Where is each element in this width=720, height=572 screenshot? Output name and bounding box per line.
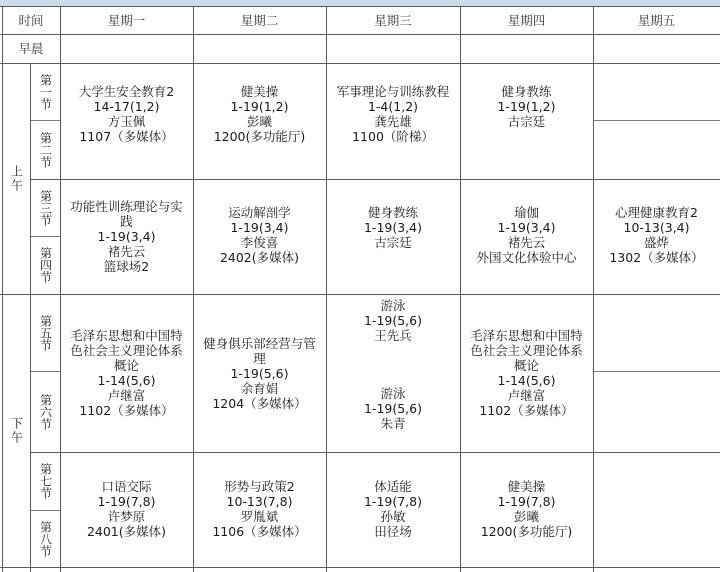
course-name: 健身俱乐部经营与管 (203, 336, 316, 351)
course-weeks: 1-19(1,2) (497, 99, 556, 114)
course-teacher: 褚先云 (507, 235, 546, 250)
am-label (2, 63, 30, 294)
grid-line (593, 120, 720, 121)
course-weeks: 1-19(3,4) (230, 220, 289, 235)
course-name-cont: 色社会主义理论体系 (470, 343, 583, 358)
course-teacher: 许梦原 (107, 509, 146, 524)
course-teacher: 罗胤斌 (240, 509, 279, 524)
course-name: 形势与政策2 (224, 479, 295, 494)
course-name: 体适能 (374, 479, 412, 494)
course-name: 大学生安全教育2 (78, 84, 175, 99)
course-cell[interactable] (326, 298, 460, 343)
course-weeks: 1-19(7,8) (497, 494, 556, 509)
period-text: 第六节 (38, 393, 53, 430)
course-room: 1102（多媒体） (479, 403, 574, 418)
period-label-1 (30, 63, 60, 120)
period-label-7 (30, 452, 60, 510)
course-cell[interactable] (593, 205, 720, 265)
period-label-6 (30, 371, 60, 452)
day-header-mon: 星期一 (107, 12, 146, 28)
course-teacher: 古宗廷 (374, 235, 412, 250)
course-teacher: 王先兵 (374, 328, 412, 343)
course-cell[interactable] (460, 328, 593, 418)
course-room: 1302（多媒体） (609, 250, 704, 265)
course-weeks: 1-19(3,4) (497, 220, 556, 235)
course-cell[interactable] (60, 199, 193, 274)
period-label-2 (30, 120, 60, 179)
course-weeks: 10-13(3,4) (623, 220, 690, 235)
course-name-cont: 概论 (513, 358, 539, 373)
grid-line (30, 452, 720, 453)
course-cell[interactable] (60, 328, 193, 418)
period-label-4 (30, 236, 60, 294)
course-name-cont: 色社会主义理论体系 (70, 343, 183, 358)
course-cell[interactable] (460, 479, 593, 539)
course-name-cont: 践 (120, 214, 133, 229)
course-weeks: 1-19(3,4) (363, 220, 422, 235)
course-cell[interactable] (60, 479, 193, 539)
period-text: 第七节 (38, 463, 53, 499)
course-weeks: 1-14(5,6) (97, 373, 156, 388)
course-cell[interactable] (460, 84, 593, 129)
day-header-tue: 星期二 (240, 12, 279, 28)
course-room: 2402(多媒体) (219, 250, 300, 265)
course-room: 2401(多媒体) (86, 524, 167, 539)
course-room: 篮球场2 (103, 259, 150, 274)
course-name-cont: 概论 (113, 358, 139, 373)
course-cell[interactable] (326, 386, 460, 431)
grid-line (593, 371, 720, 372)
course-room: 1200(多功能厅) (213, 129, 306, 144)
period-label-8 (30, 510, 60, 567)
course-name: 健身教练 (501, 84, 552, 99)
course-teacher: 龚先雄 (374, 114, 412, 129)
course-cell[interactable] (193, 336, 326, 411)
course-teacher: 彭曦 (513, 509, 539, 524)
course-weeks: 14-17(1,2) (93, 99, 160, 114)
course-room: 1107（多媒体） (79, 129, 174, 144)
course-room: 外国文化体验中心 (476, 250, 577, 265)
course-cell[interactable] (60, 84, 193, 144)
course-name: 运动解剖学 (228, 205, 291, 220)
course-teacher: 卢继富 (107, 388, 146, 403)
morning-label: 早晨 (18, 41, 44, 56)
course-teacher: 方玉佩 (107, 114, 146, 129)
am-label-text: 上午 (9, 164, 24, 193)
grid-line (0, 567, 720, 568)
day-header-fri: 星期五 (637, 12, 676, 28)
grid-line (0, 294, 720, 295)
course-weeks: 1-19(5,6) (363, 313, 422, 328)
course-room: 田径场 (374, 524, 412, 539)
course-cell[interactable] (193, 479, 326, 539)
course-name: 功能性训练理论与实 (70, 199, 183, 214)
course-name: 心理健康教育2 (615, 205, 698, 220)
course-name: 游泳 (380, 386, 406, 401)
course-teacher: 褚先云 (107, 244, 146, 259)
course-teacher: 卢继富 (507, 388, 546, 403)
course-weeks: 10-13(7,8) (226, 494, 293, 509)
period-label-3 (30, 179, 60, 236)
course-name: 毛泽东思想和中国特 (470, 328, 583, 343)
course-teacher: 余育娟 (240, 381, 279, 396)
course-name: 健美操 (507, 479, 546, 494)
course-cell[interactable] (460, 205, 593, 265)
course-weeks: 1-4(1,2) (367, 99, 419, 114)
course-name: 健美操 (240, 84, 279, 99)
course-cell[interactable] (193, 205, 326, 265)
course-weeks: 1-19(1,2) (230, 99, 289, 114)
period-text: 第三节 (38, 189, 53, 226)
course-teacher: 李俊喜 (240, 235, 279, 250)
course-room: 1100（阶梯） (352, 129, 434, 144)
period-text: 第八节 (38, 520, 53, 557)
course-name: 健身教练 (367, 205, 418, 220)
course-weeks: 1-19(7,8) (97, 494, 156, 509)
course-weeks: 1-19(7,8) (363, 494, 422, 509)
course-cell[interactable] (326, 479, 460, 539)
course-room: 1200(多功能厅) (480, 524, 573, 539)
course-cell[interactable] (193, 84, 326, 144)
period-text: 第二节 (38, 131, 53, 168)
grid-line (0, 63, 720, 64)
course-name: 军事理论与训练教程 (336, 84, 450, 99)
course-name-cont: 理 (253, 351, 266, 366)
course-weeks: 1-14(5,6) (497, 373, 556, 388)
grid-line (0, 34, 720, 35)
course-room: 1204（多媒体） (212, 396, 307, 411)
course-room: 1106（多媒体） (212, 524, 307, 539)
course-name: 瑜伽 (513, 205, 539, 220)
period-label-5 (30, 294, 60, 371)
pm-label (2, 294, 30, 567)
period-text: 第四节 (38, 247, 53, 283)
period-text: 第五节 (38, 314, 53, 351)
course-teacher: 孙敏 (380, 509, 406, 524)
time-header: 时间 (18, 12, 44, 28)
course-name: 游泳 (380, 298, 406, 313)
course-weeks: 1-19(5,6) (230, 366, 289, 381)
course-teacher: 朱青 (380, 416, 406, 431)
course-weeks: 1-19(3,4) (97, 229, 156, 244)
course-name: 毛泽东思想和中国特 (70, 328, 183, 343)
course-teacher: 古宗廷 (507, 114, 546, 129)
course-cell[interactable] (326, 205, 460, 250)
grid-line (30, 179, 720, 180)
grid-line (593, 6, 594, 572)
course-teacher: 彭曦 (246, 114, 272, 129)
course-name: 口语交际 (101, 479, 152, 494)
pm-label-text: 下午 (9, 416, 24, 445)
day-header-thu: 星期四 (507, 12, 546, 28)
course-cell[interactable] (326, 84, 460, 144)
course-room: 1102（多媒体） (79, 403, 174, 418)
day-header-wed: 星期三 (374, 12, 412, 28)
course-teacher: 盛烨 (643, 235, 669, 250)
course-weeks: 1-19(5,6) (363, 401, 422, 416)
period-text: 第一节 (38, 73, 53, 110)
